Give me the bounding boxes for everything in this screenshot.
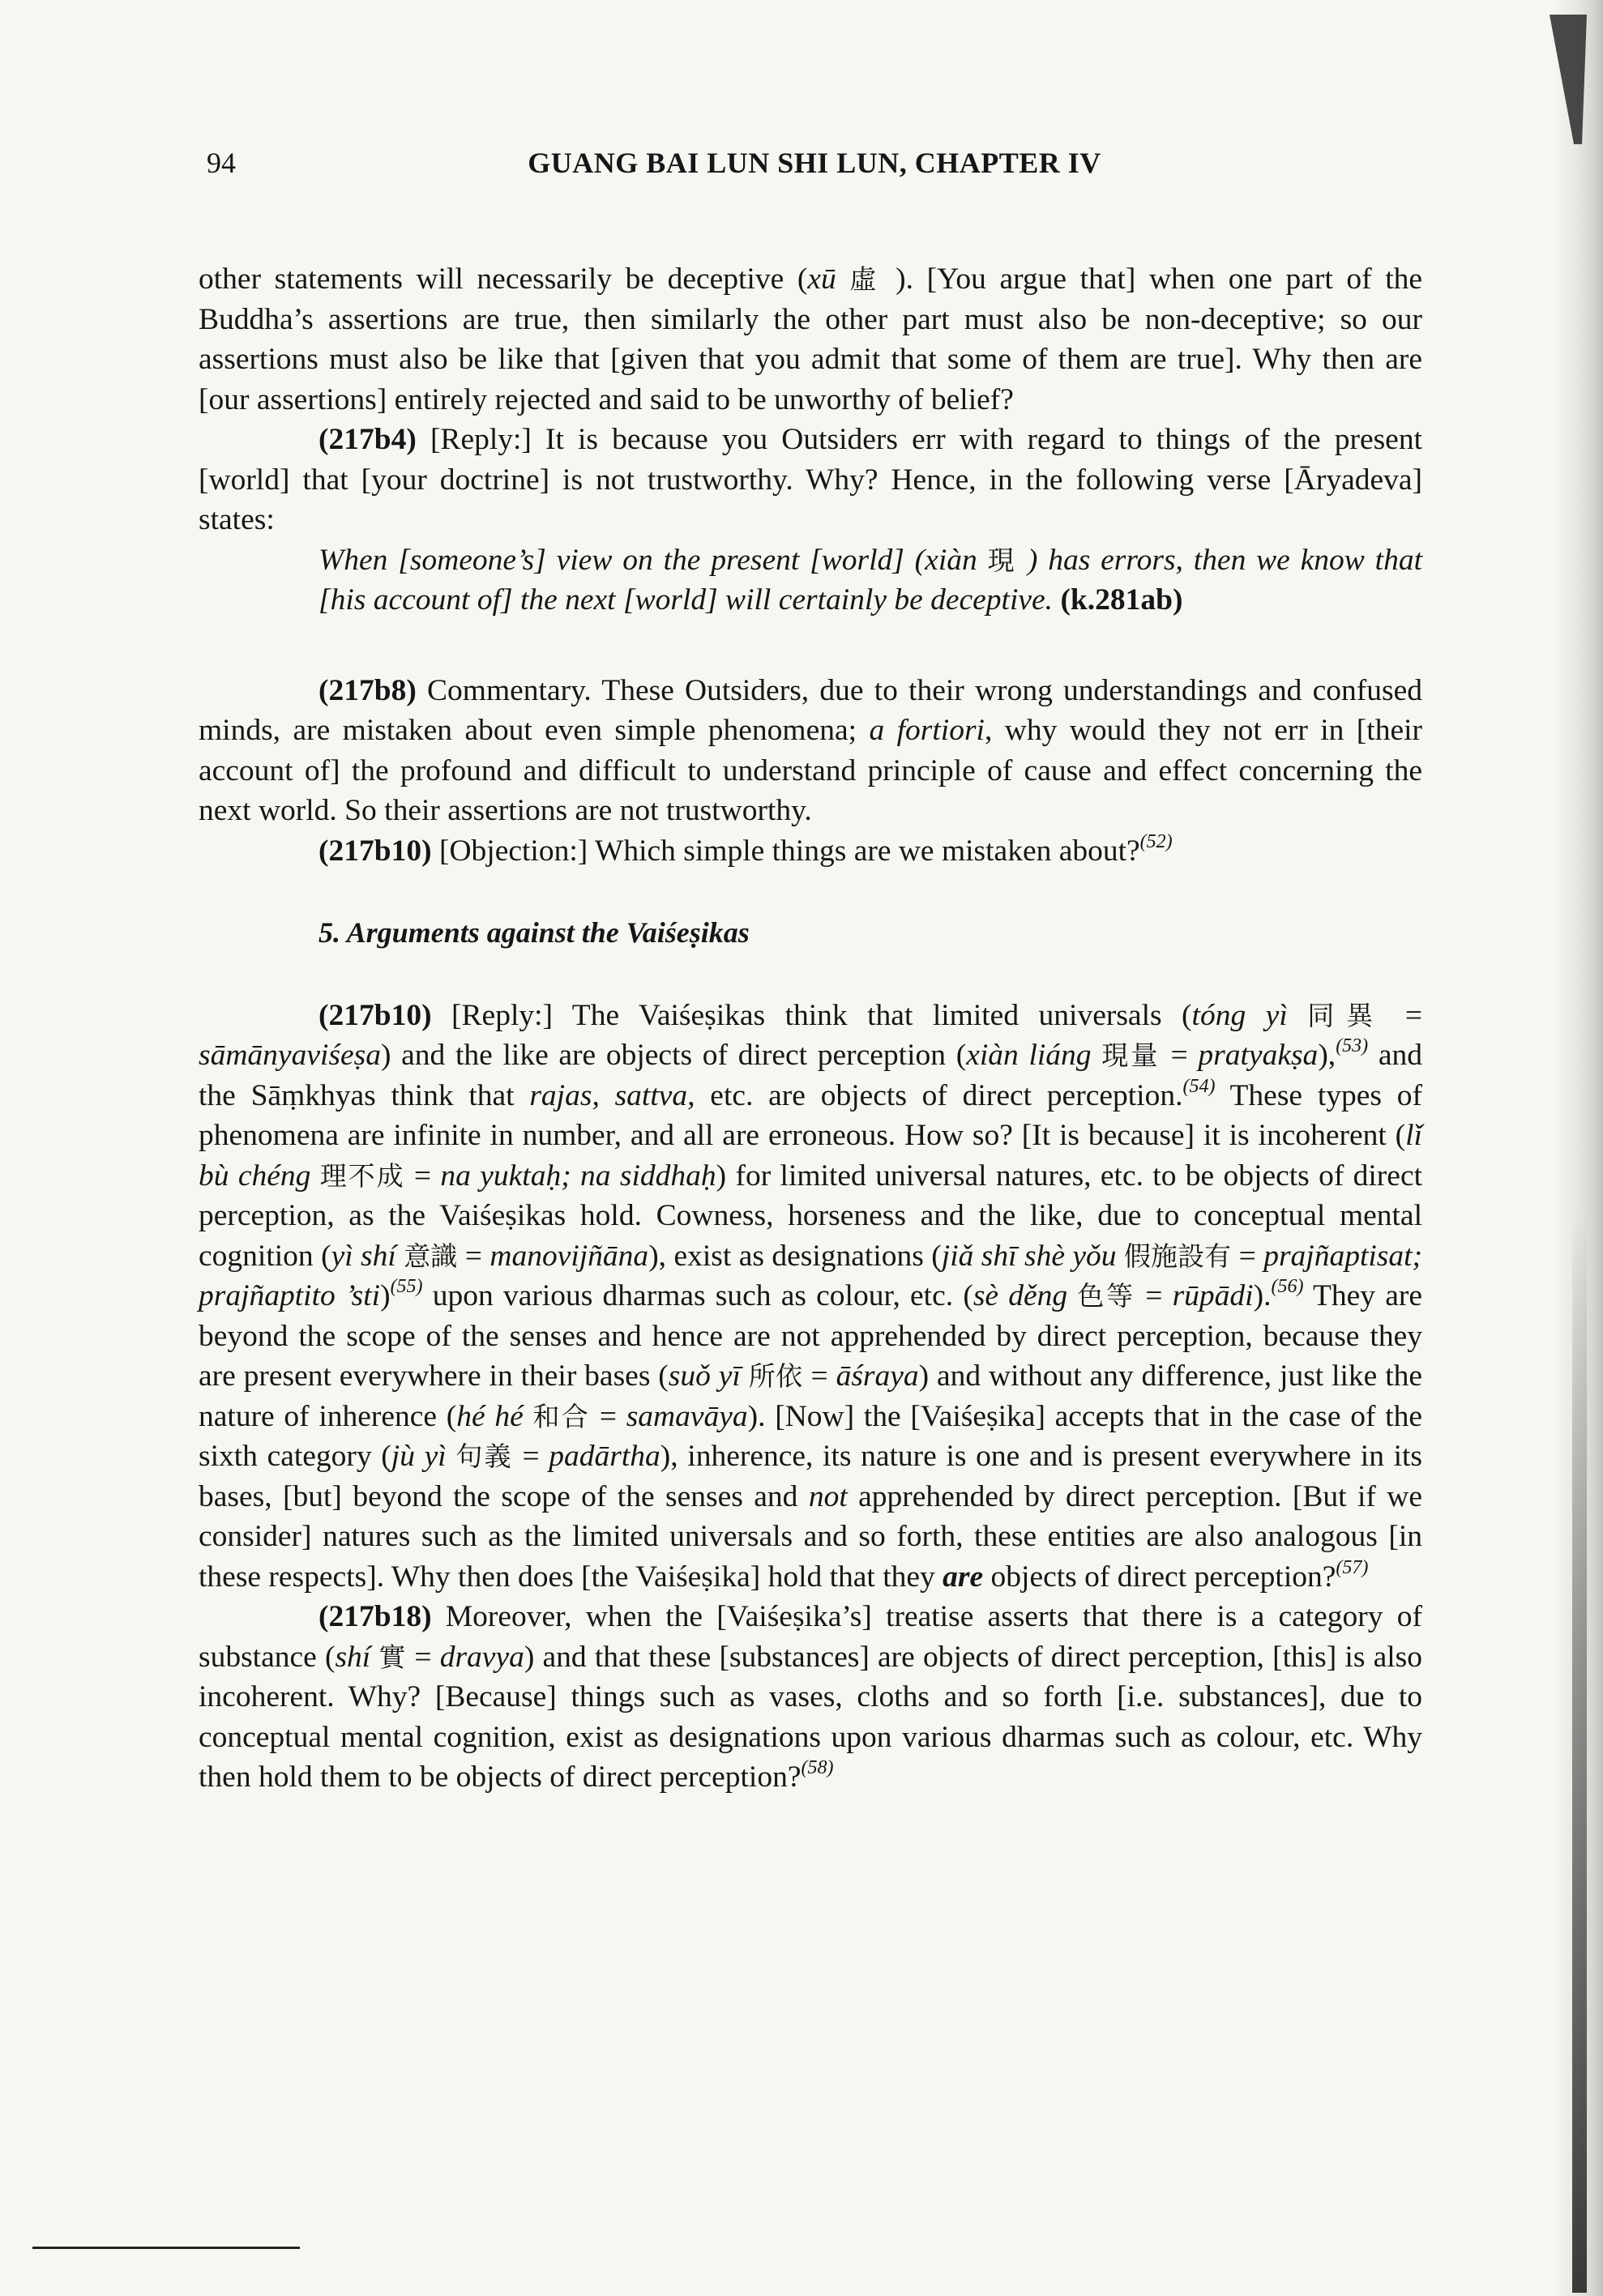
footnote-ref-57: (57)	[1336, 1556, 1369, 1578]
ref-217b4: (217b4)	[318, 423, 417, 456]
paragraph-4: (217b10) [Objection:] Which simple things are we mistaken about?$^{(52)}$	[318, 830, 1173, 868]
ref-217b10: (217b10)	[318, 834, 432, 868]
section-heading: 5. Arguments against the Vaiśeṣikas	[318, 916, 750, 949]
footnote-ref-58: (58)	[801, 1757, 834, 1778]
ref-217b8: (217b8)	[318, 673, 417, 707]
page-header	[207, 146, 1422, 191]
footnote-ref-55: (55)	[390, 1276, 423, 1297]
paragraph-1: other statements will necessarily be deceptive (xū 虛 ). [You argue that] when one part of the Buddha’s assertions are true, then similarly the other part must also be non-deceptive; so our assertions must also be like that [given that you admit that some of them are true]. Why then are [our assertions] entirely rejected and said to be unworthy of belief?	[199, 262, 1423, 416]
body-text	[199, 259, 1422, 1798]
paragraph-6: (217b18) Moreover, when the [Vaiśeṣika’s] treatise asserts that there is a category of substance (shí 實 = dravya) and that these [substances] are objects of direct perception, [this] is also incoherent. Why? [Because] things such as vases, cloths and so forth [i.e. substances], due to conceptual mental cognition, exist as designations upon various dharmas such as colour, etc. Why then hold them to be objects of direct perception?$^{(58)}$	[199, 1600, 1423, 1794]
running-head: GUANG BAI LUN SHI LUN, CHAPTER IV	[528, 147, 1101, 179]
ref-217b10-reply: (217b10)	[318, 998, 432, 1032]
verse-block: When [someone’s] view on the present [world] (xiàn 現 ) has errors, then we know that [his account of] the next [world] will certainly be deceptive. (k.281ab)	[318, 543, 1422, 617]
ref-217b18: (217b18)	[318, 1600, 432, 1633]
footnote-ref-53: (53)	[1336, 1035, 1369, 1056]
footnote-ref-52: (52)	[1139, 830, 1173, 852]
verse-ref: (k.281ab)	[1060, 583, 1183, 617]
corner-mark	[1550, 15, 1587, 144]
footnote-ref-56: (56)	[1271, 1276, 1304, 1297]
footnote-ref-54: (54)	[1182, 1075, 1216, 1097]
page-number: 94	[207, 147, 236, 179]
paragraph-2: (217b4) [Reply:] It is because you Outsiders err with regard to things of the present [world] that [your doctrine] is not trustworthy. Why? Hence, in the following verse [Āryadeva] states:	[199, 423, 1422, 536]
paragraph-5: (217b10) [Reply:] The Vaiśeṣikas think that limited universals (tóng yì 同異 = sāmānyaviśeṣa) and the like are objects of direct perception (xiàn liáng 現量 = pratyakṣa),$^{(53)}$ and the Sāṃkhyas think that rajas, sattva, etc. are objects of direct perception.$^{(54)}$ These types of phenomena are infinite in number, and all are erroneous. How so? [It is because] it is incoherent (lǐ bù chéng 理不成 = na yuktaḥ; na siddhaḥ) for limited universal natures, etc. to be objects of direct perception, as the Vaiśeṣikas hold. Cowness, horseness and the like, due to conceptual mental cognition (yì shí 意識 = manovijñāna), exist as designations (jiǎ shī shè yǒu 假施設有 = prajñaptisat; prajñaptito ’sti)$^{(55)}$ upon various dharmas such as colour, etc. (sè děng 色等 = rūpādi).$^{(56)}$ They are beyond the scope of the senses and hence are not apprehended by direct perception, because they are present everywhere in their bases (suǒ yī 所依 = āśraya) and without any difference, just like the nature of inherence (hé hé 和合 = samavāya). [Now] the [Vaiśeṣika] accepts that in the case of the sixth category (jù yì 句義 = padārtha), inherence, its nature is one and is present everywhere in its bases, [but] beyond the scope of the senses and not apprehended by direct perception. [But if we consider] natures such as the limited universals and so forth, these entities are also analogous [in these respects]. Why then does [the Vaiśeṣika] hold that they are objects of direct perception?$^{(57)}$	[199, 998, 1423, 1594]
footer-rule	[32, 2247, 300, 2249]
paragraph-3: (217b8) Commentary. These Outsiders, due to their wrong understandings and confused minds, are mistaken about even simple phenomena; a fortiori, why would they not err in [their account of] the profound and difficult to understand principle of cause and effect concerning the next world. So their assertions are not trustworthy.	[199, 673, 1422, 827]
spine-shadow	[1572, 1215, 1587, 2293]
